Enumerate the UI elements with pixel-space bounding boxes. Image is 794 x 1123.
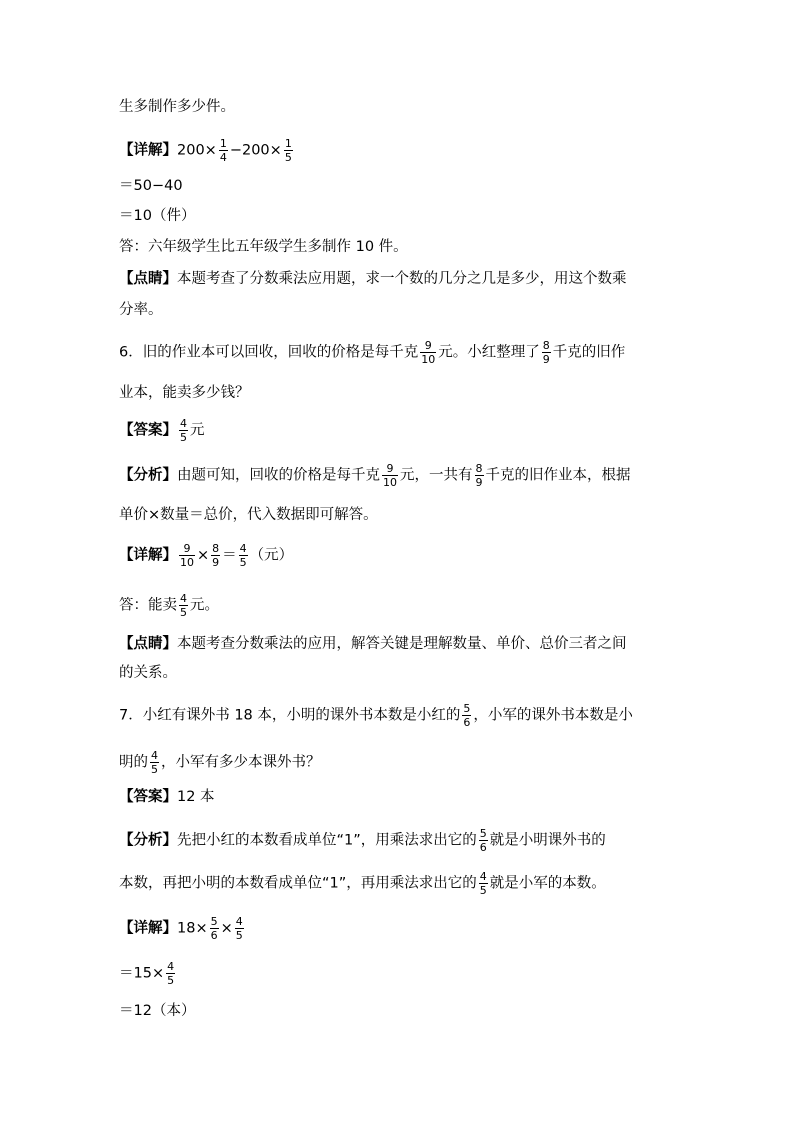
text-segment: 本题考查了分数乘法应用题，求一个数的几分之几是多少，用这个数乘: [177, 271, 627, 287]
section-tag: 【点睛】: [119, 271, 177, 287]
fraction-numerator: 9: [179, 543, 195, 556]
fraction-denominator: 5: [180, 606, 187, 619]
text-line-l17: [119, 703, 679, 728]
fraction-numerator: 4: [180, 417, 187, 430]
text-line-l24: [119, 1001, 679, 1021]
fraction: [219, 138, 228, 163]
section-tag: 【详解】: [119, 142, 177, 159]
fraction-denominator: 4: [219, 151, 227, 164]
text-segment: ×: [197, 547, 210, 564]
fraction-denominator: 5: [235, 929, 243, 942]
text-line-l4: [119, 206, 679, 226]
fraction: [382, 463, 398, 488]
text-line-l13: [119, 543, 679, 568]
text-line-l8: [119, 340, 679, 365]
fraction-numerator: 5: [479, 827, 487, 840]
fraction-numerator: 9: [420, 340, 436, 353]
text-segment: 千克的旧作业本，根据: [485, 467, 631, 484]
fraction-numerator: 4: [479, 870, 487, 883]
text-segment: 生多制作多少件。: [119, 99, 235, 115]
text-segment: 元。: [190, 597, 219, 614]
text-line-l7: [119, 300, 679, 320]
fraction-numerator: 8: [475, 462, 483, 475]
fraction: [166, 961, 175, 986]
text-segment: 本题考查分数乘法的应用，解答关键是理解数量、单价、总价三者之间: [177, 636, 627, 652]
text-segment: 的关系。: [119, 665, 177, 681]
text-line-l12: [119, 505, 679, 525]
text-segment: ＝50−40: [119, 178, 183, 194]
text-segment: 12 本: [177, 789, 215, 805]
text-segment: 6．旧的作业本可以回收，回收的价格是每千克: [119, 344, 419, 361]
section-tag: 【分析】: [119, 832, 177, 849]
text-line-l10: [119, 418, 679, 443]
fraction: [479, 828, 488, 853]
text-line-l20: [119, 828, 679, 853]
text-line-l14: [119, 593, 679, 618]
fraction-denominator: 9: [212, 556, 220, 569]
text-segment: 元。小红整理了: [438, 344, 540, 361]
section-tag: 【详解】: [119, 920, 177, 937]
text-line-l21: [119, 871, 679, 896]
fraction-numerator: 4: [167, 960, 175, 973]
text-line-l16: [119, 663, 679, 683]
text-segment: ，小军有多少本课外书？: [161, 754, 321, 771]
fraction-numerator: 5: [210, 915, 218, 928]
fraction: [462, 703, 471, 728]
fraction: [284, 138, 293, 163]
fraction-numerator: 4: [151, 749, 158, 762]
text-segment: 200×: [177, 142, 217, 159]
fraction-denominator: 9: [475, 476, 483, 489]
fraction: [479, 871, 488, 896]
fraction-denominator: 5: [151, 763, 158, 776]
fraction-numerator: 5: [463, 702, 471, 715]
text-segment: ，小军的课外书本数是小: [473, 707, 633, 724]
fraction: [210, 916, 219, 941]
fraction-numerator: 1: [284, 137, 292, 150]
text-segment: ＝12（本）: [119, 1003, 196, 1019]
text-line-l23: [119, 961, 679, 986]
fraction: [179, 418, 188, 443]
fraction-denominator: 10: [421, 353, 436, 366]
fraction-denominator: 5: [239, 556, 247, 569]
fraction: [420, 340, 436, 365]
text-segment: 分率。: [119, 302, 163, 318]
fraction-denominator: 5: [167, 974, 175, 987]
fraction-denominator: 5: [284, 151, 292, 164]
fraction-numerator: 4: [235, 915, 243, 928]
fraction-denominator: 10: [180, 556, 194, 569]
fraction-denominator: 6: [479, 841, 487, 854]
text-segment: 就是小明课外书的: [489, 832, 606, 849]
text-segment: 先把小红的本数看成单位“1”，用乘法求出它的: [177, 832, 477, 849]
text-segment: ＝: [222, 547, 237, 564]
text-line-l18: [119, 750, 679, 775]
fraction: [179, 543, 195, 568]
text-segment: −200×: [229, 142, 282, 159]
text-segment: ×: [220, 920, 233, 937]
text-segment: 千克的旧作: [552, 344, 626, 361]
fraction: [179, 593, 188, 618]
text-segment: ＝10（件）: [119, 208, 196, 224]
text-line-l6: [119, 269, 679, 289]
text-segment: 单价×数量＝总价，代入数据即可解答。: [119, 507, 378, 523]
text-segment: 业本，能卖多少钱？: [119, 385, 250, 401]
text-segment: 元: [190, 422, 205, 439]
fraction-numerator: 4: [239, 542, 247, 555]
text-line-l3: [119, 176, 679, 196]
section-tag: 【答案】: [119, 789, 177, 805]
fraction-denominator: 10: [383, 476, 397, 489]
text-segment: 答：六年级学生比五年级学生多制作 10 件。: [119, 239, 408, 255]
section-tag: 【分析】: [119, 467, 177, 484]
text-segment: 答：能卖: [119, 597, 177, 614]
fraction-denominator: 5: [180, 431, 187, 444]
fraction: [542, 340, 551, 365]
text-segment: 就是小军的本数。: [489, 875, 606, 892]
fraction-denominator: 5: [479, 884, 487, 897]
text-line-l22: [119, 916, 679, 941]
section-tag: 【答案】: [119, 422, 177, 439]
text-segment: 明的: [119, 754, 148, 771]
fraction: [475, 463, 484, 488]
text-segment: ＝15×: [119, 965, 165, 982]
fraction: [239, 543, 248, 568]
text-line-l11: [119, 463, 679, 488]
fraction-numerator: 9: [382, 463, 398, 476]
text-segment: 由题可知，回收的价格是每千克: [177, 467, 380, 484]
fraction-denominator: 6: [463, 716, 471, 729]
fraction: [150, 750, 159, 775]
text-line-l9: [119, 383, 679, 403]
text-segment: 本数，再把小明的本数看成单位“1”，再用乘法求出它的: [119, 875, 477, 892]
fraction-denominator: 6: [210, 929, 218, 942]
fraction-numerator: 4: [180, 592, 187, 605]
text-segment: 7．小红有课外书 18 本，小明的课外书本数是小红的: [119, 707, 461, 724]
fraction-denominator: 9: [542, 353, 550, 366]
section-tag: 【详解】: [119, 547, 177, 564]
fraction-numerator: 8: [542, 339, 550, 352]
fraction-numerator: 8: [212, 542, 220, 555]
section-tag: 【点睛】: [119, 636, 177, 652]
fraction-numerator: 1: [219, 137, 227, 150]
text-line-l19: [119, 787, 679, 807]
fraction: [235, 916, 244, 941]
text-line-l1: [119, 97, 679, 117]
text-segment: 元，一共有: [400, 467, 473, 484]
text-line-l5: [119, 237, 679, 257]
text-line-l2: [119, 138, 679, 163]
text-segment: （元）: [249, 547, 294, 564]
fraction: [211, 543, 220, 568]
text-segment: 18×: [177, 920, 208, 937]
text-line-l15: [119, 634, 679, 654]
